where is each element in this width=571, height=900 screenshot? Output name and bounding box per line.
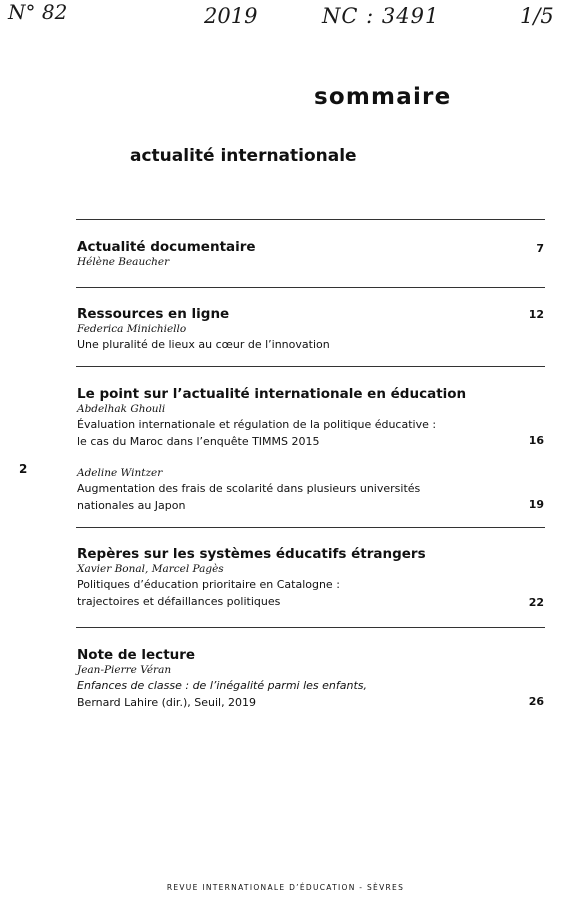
- toc-section-note-de-lecture: [77, 646, 547, 711]
- toc-section-actualite-documentaire: [77, 238, 547, 269]
- handwritten-year: 2019: [204, 4, 258, 28]
- section-title: Actualité documentaire: [77, 239, 256, 255]
- toc-section-reperes: [77, 545, 547, 610]
- page-title: sommaire: [314, 84, 452, 110]
- divider: [76, 219, 545, 220]
- article-title-line: Bernard Lahire (dir.), Seuil, 2019: [77, 696, 257, 709]
- section-author: Adeline Wintzer: [77, 467, 163, 479]
- page-number: 22: [528, 596, 544, 609]
- article-title-line: trajectoires et défaillances politiques: [77, 595, 281, 608]
- handwritten-issue-number: N° 82: [8, 0, 68, 24]
- divider: [76, 366, 545, 367]
- section-author: Xavier Bonal, Marcel Pagès: [77, 563, 224, 575]
- page-number: 7: [536, 242, 544, 255]
- article-title-line: le cas du Maroc dans l’enquête TIMMS 2015: [77, 435, 320, 448]
- article-title-line: nationales au Japon: [77, 499, 186, 512]
- page-number: 19: [528, 498, 544, 511]
- article-title-line: Augmentation des frais de scolarité dans plusieurs universités: [77, 482, 421, 495]
- article-title: Une pluralité de lieux au cœur de l’innovation: [77, 338, 330, 351]
- page-number: 12: [528, 308, 544, 321]
- divider: [76, 527, 545, 528]
- section-title: Repères sur les systèmes éducatifs étrangers: [77, 546, 426, 562]
- section-author: Abdelhak Ghouli: [77, 403, 166, 415]
- article-title-line: Politiques d’éducation prioritaire en Catalogne :: [77, 578, 340, 591]
- divider: [76, 287, 545, 288]
- folio-page-number: 2: [19, 462, 28, 476]
- section-title: Le point sur l’actualité internationale en éducation: [77, 386, 467, 402]
- section-title: Note de lecture: [77, 647, 196, 663]
- page-subtitle: actualité internationale: [130, 146, 357, 166]
- section-author: Jean-Pierre Véran: [77, 664, 172, 676]
- toc-section-point-actualite: [77, 385, 547, 514]
- section-author: Hélène Beaucher: [77, 256, 170, 268]
- handwritten-fraction: 1/5: [520, 4, 554, 28]
- running-footer: REVUE INTERNATIONALE D’ÉDUCATION - SÈVRES: [166, 883, 405, 892]
- divider: [76, 627, 545, 628]
- toc-section-ressources-en-ligne: [77, 305, 547, 353]
- article-title-line: Évaluation internationale et régulation de la politique éducative :: [77, 418, 437, 431]
- page-number: 16: [528, 434, 544, 447]
- article-title-line: Enfances de classe : de l’inégalité parmi les enfants,: [77, 679, 368, 692]
- page-number: 26: [528, 695, 544, 708]
- handwritten-catalog-number: NC : 3491: [322, 4, 440, 28]
- section-title: Ressources en ligne: [77, 306, 230, 322]
- section-author: Federica Minichiello: [77, 323, 187, 335]
